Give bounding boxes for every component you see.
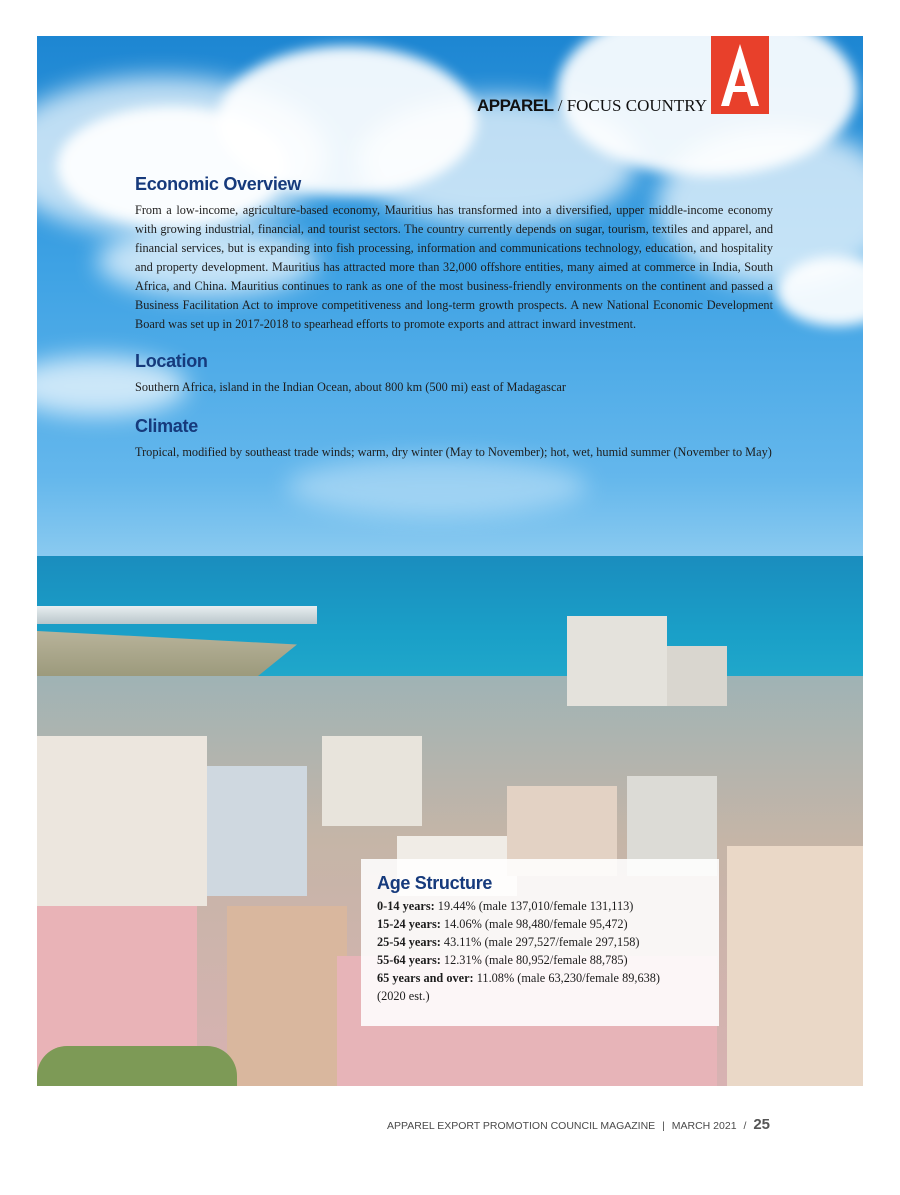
- article-body: [135, 174, 773, 462]
- climate-text: Tropical, modified by southeast trade winds; warm, dry winter (May to November); hot, wet, humid summer (November to May): [135, 445, 772, 459]
- climate-heading: Climate: [135, 416, 198, 436]
- age-structure-list: [377, 897, 660, 1005]
- section-name: APPAREL: [476, 96, 554, 115]
- issue-date: MARCH 2021: [671, 1120, 737, 1132]
- age-structure-heading: Age Structure: [377, 873, 493, 893]
- age-row-label: 25-54 years:: [377, 935, 441, 949]
- economic-overview-text: From a low-income, agriculture-based economy, Mauritius has transformed into a diversified, upper middle-income economy with growing industrial, financial, and tourist sectors. The country currently depends on sugar, tourism, textiles and apparel, and financial services, but is expanding into fish processing, information and communications technology, education, and hospitality and property development. Mauritius has attracted more than 32,000 offshore entities, many aimed at commerce in India, South Africa, and China. Mauritius continues to rank as one of the most business-friendly environments on the continent and passed a Business Facilitation Act to improve competitiveness and long-term growth prospects. A new National Economic Development Board was set up in 2017-2018 to spearhead efforts to promote exports and attract inward investment.: [135, 203, 773, 331]
- age-row-value: 12.31% (male 80,952/female 88,785): [440, 953, 628, 967]
- age-row-label: 65 years and over:: [377, 971, 474, 985]
- age-row-value: 43.11% (male 297,527/female 297,158): [440, 935, 640, 949]
- economic-overview-heading: Economic Overview: [135, 174, 301, 194]
- age-row: [377, 969, 660, 987]
- location-text: Southern Africa, island in the Indian Ocean, about 800 km (500 mi) east of Madagascar: [135, 380, 566, 394]
- age-row: [377, 897, 660, 915]
- location-heading: Location: [135, 351, 208, 371]
- footer-divider: |: [662, 1120, 665, 1132]
- age-row-label: 15-24 years:: [377, 917, 441, 931]
- age-row: [377, 915, 660, 933]
- page-number: 25: [753, 1116, 770, 1133]
- age-structure-box: [361, 859, 719, 1026]
- page-slash: /: [743, 1120, 747, 1132]
- magazine-logo: [711, 36, 769, 114]
- publication-name: APPAREL EXPORT PROMOTION COUNCIL MAGAZINE: [387, 1120, 656, 1132]
- harbour-pier: [37, 606, 317, 624]
- section-header: [477, 96, 707, 116]
- age-row-value: 14.06% (male 98,480/female 95,472): [440, 917, 628, 931]
- age-row-value: 19.44% (male 137,010/female 131,113): [434, 899, 634, 913]
- age-row: [377, 951, 660, 969]
- subsection-name: FOCUS COUNTRY: [566, 96, 707, 115]
- age-row-label: 0-14 years:: [377, 899, 435, 913]
- age-row: [377, 933, 660, 951]
- age-row-label: 55-64 years:: [377, 953, 441, 967]
- page-footer: [387, 1116, 770, 1133]
- age-note: (2020 est.): [377, 989, 430, 1003]
- age-row-value: 11.08% (male 63,230/female 89,638): [473, 971, 660, 985]
- section-separator: /: [557, 96, 563, 115]
